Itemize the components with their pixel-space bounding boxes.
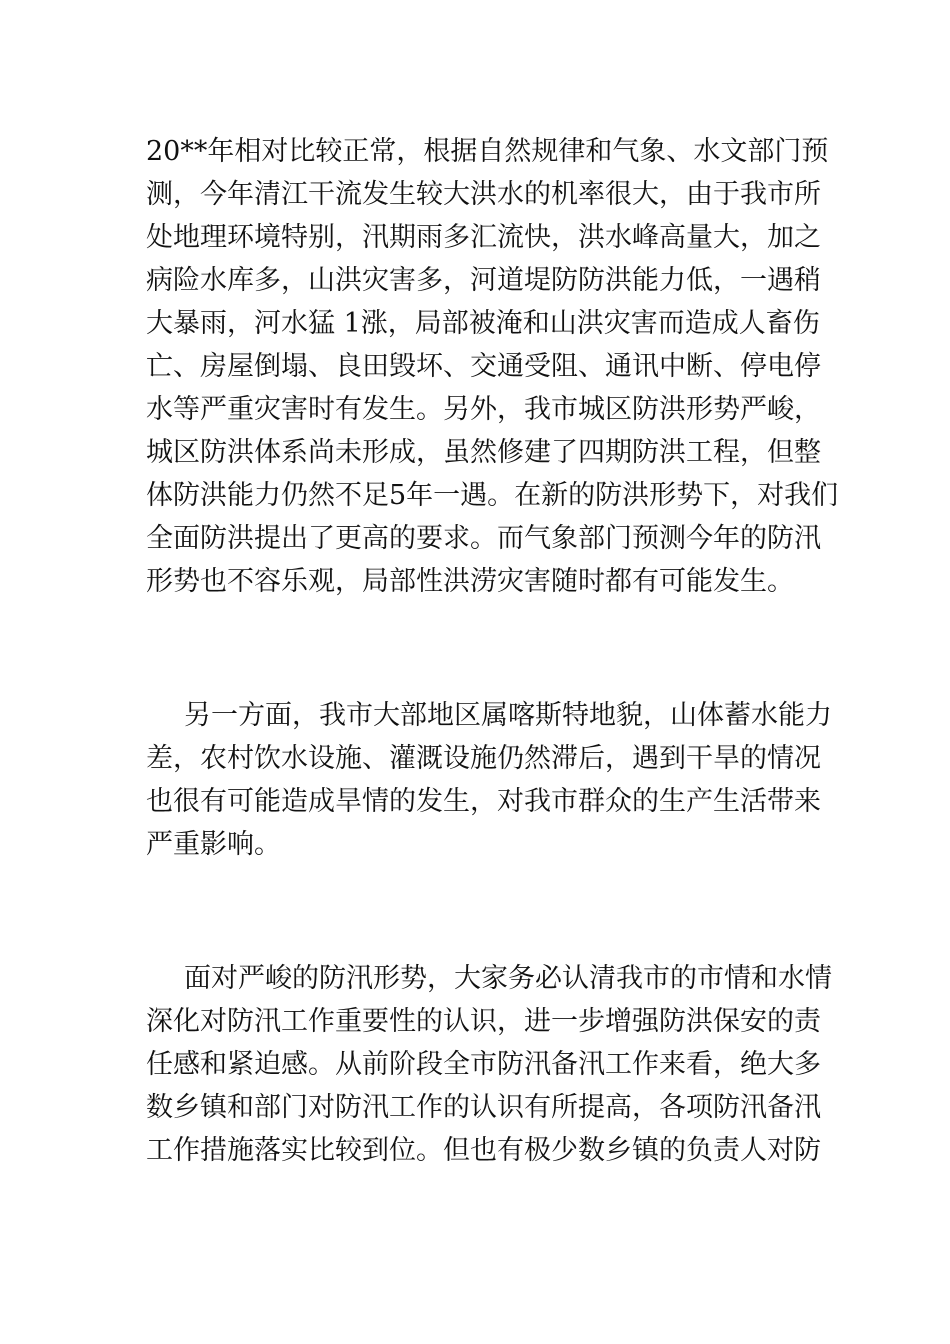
paragraph-line: 也很有可能造成旱情的发生，对我市群众的生产生活带来 (146, 786, 821, 817)
paragraph-line: 城区防洪体系尚未形成，虽然修建了四期防洪工程，但整 (146, 437, 821, 468)
paragraph-line: 差，农村饮水设施、灌溉设施仍然滞后，遇到干旱的情况 (146, 743, 821, 774)
paragraph-line: 体防洪能力仍然不足5年一遇。在新的防洪形势下，对我们 (146, 480, 839, 511)
paragraph-line: 测，今年清江干流发生较大洪水的机率很大，由于我市所 (146, 179, 821, 210)
paragraph-line: 20**年相对比较正常，根据自然规律和气象、水文部门预 (146, 136, 829, 167)
paragraph-line: 严重影响。 (146, 829, 281, 860)
paragraph-line: 亡、房屋倒塌、良田毁坏、交通受阻、通讯中断、停电停 (146, 351, 821, 382)
paragraph-line: 大暴雨，河水猛 1涨，局部被淹和山洪灾害而造成人畜伤 (146, 308, 820, 339)
paragraph-line: 数乡镇和部门对防汛工作的认识有所提高，各项防汛备汛 (146, 1092, 821, 1123)
paragraph-line: 另一方面，我市大部地区属喀斯特地貌，山体蓄水能力 (184, 700, 832, 731)
paragraph-line: 水等严重灾害时有发生。另外，我市城区防洪形势严峻， (146, 394, 821, 425)
paragraph-line: 工作措施落实比较到位。但也有极少数乡镇的负责人对防 (146, 1135, 821, 1166)
paragraph-line: 深化对防汛工作重要性的认识，进一步增强防洪保安的责 (146, 1006, 821, 1037)
paragraph-line: 形势也不容乐观，局部性洪涝灾害随时都有可能发生。 (146, 566, 794, 597)
paragraph-line: 面对严峻的防汛形势，大家务必认清我市的市情和水情 (184, 963, 832, 994)
paragraph-line: 任感和紧迫感。从前阶段全市防汛备汛工作来看，绝大多 (146, 1049, 821, 1080)
paragraph-line: 全面防洪提出了更高的要求。而气象部门预测今年的防汛 (146, 523, 821, 554)
paragraph-line: 处地理环境特别，汛期雨多汇流快，洪水峰高量大，加之 (146, 222, 821, 253)
paragraph-line: 病险水库多，山洪灾害多，河道堤防防洪能力低，一遇稍 (146, 265, 821, 296)
